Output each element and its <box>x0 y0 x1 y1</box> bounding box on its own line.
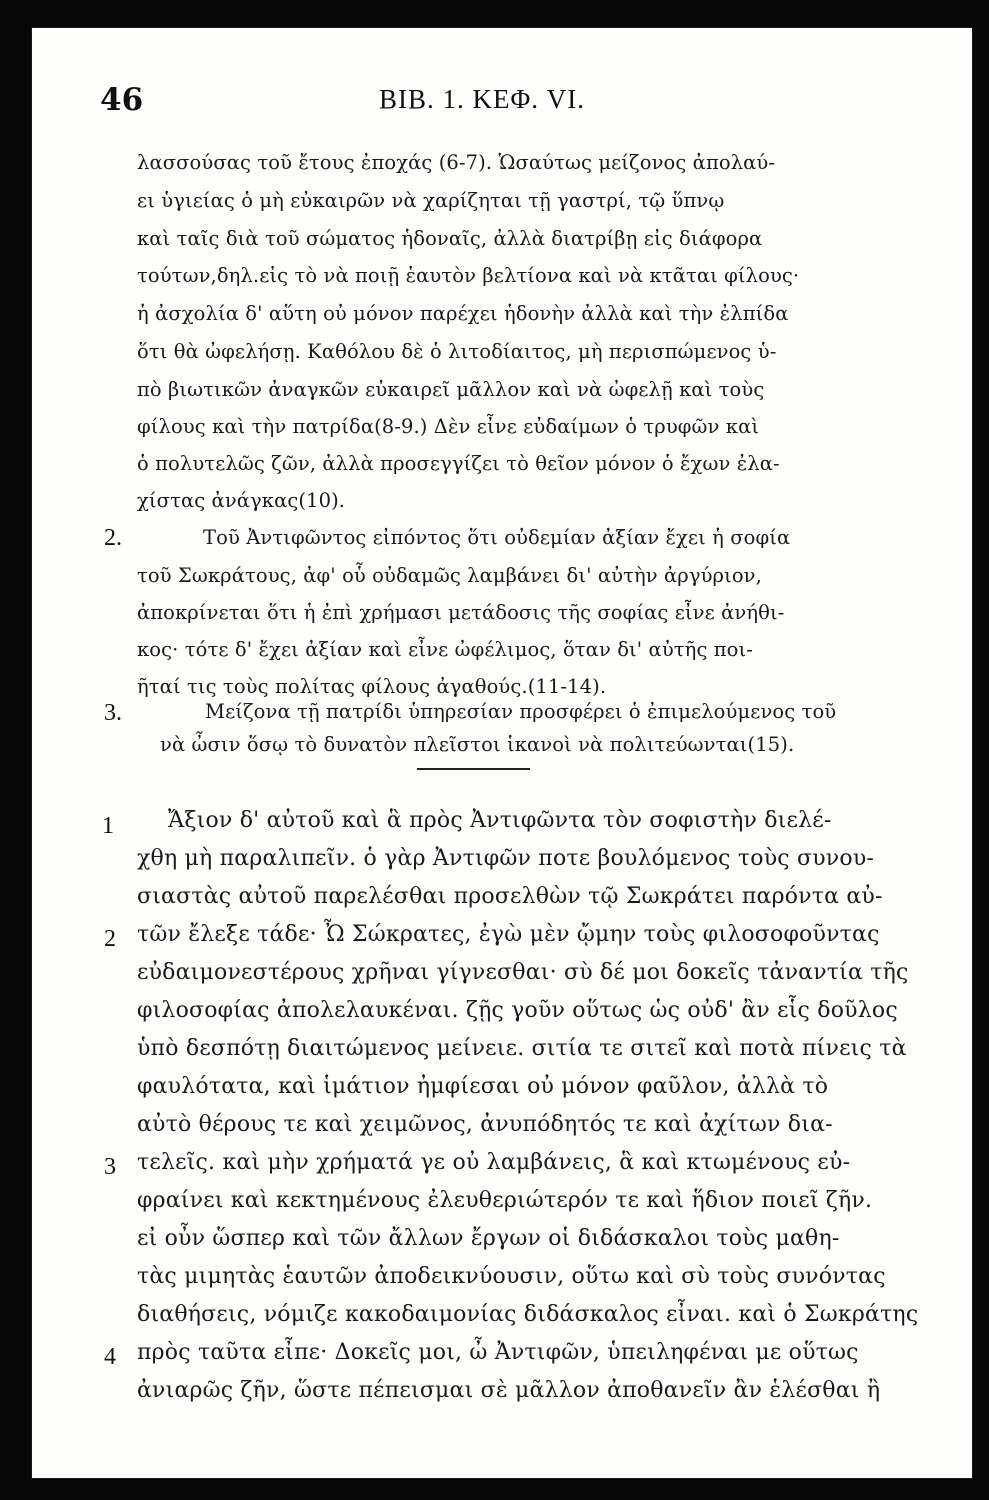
section-marker: 3. <box>104 700 122 726</box>
main-line: χίστας ἀνάγκας(10). <box>137 489 346 512</box>
note-line: Ἄξιον δ' αὐτοῦ καὶ ἃ πρὸς Ἀντιφῶντα τὸν σοφιστὴν διελέ- <box>168 808 832 833</box>
note-line: εὐδαιμονεστέρους χρῆναι γίγνεσθαι· σὺ δέ μοι δοκεῖς τἀναντία τῆς <box>137 960 909 985</box>
main-line: ἀποκρίνεται ὅτι ἡ ἐπὶ χρήμασι μετάδοσις τῆς σοφίας εἶνε ἀνήθι- <box>137 601 785 624</box>
main-line: κος· τότε δ' ἔχει ἀξίαν καὶ εἶνε ὠφέλιμος, ὅταν δι' αὐτῆς ποι- <box>137 638 753 661</box>
main-line: Τοῦ Ἀντιφῶντος εἰπόντος ὅτι οὐδεμίαν ἀξίαν ἔχει ἡ σοφία <box>203 526 791 549</box>
note-line: φιλοσοφίας ἀπολελαυκέναι. ζῇς γοῦν οὕτως ὡς οὐδ' ἂν εἷς δοῦλος <box>137 998 898 1023</box>
running-header: ΒΙΒ. 1. ΚΕΦ. VI. <box>379 84 585 114</box>
main-line: φίλους καὶ τὴν πατρίδα(8-9.) Δὲν εἶνε εὐδαίμων ὁ τρυφῶν καὶ <box>137 415 760 438</box>
note-line: διαθήσεις, νόμιζε κακοδαιμονίας διδάσκαλος εἶναι. καὶ ὁ Σωκράτης <box>137 1302 919 1327</box>
separator-rule <box>417 768 530 770</box>
main-line: τούτων,δηλ.εἰς τὸ νὰ ποιῇ ἑαυτὸν βελτίονα καὶ νὰ κτᾶται φίλους· <box>137 264 800 287</box>
main-line: τοῦ Σωκράτους, ἀφ' οὗ οὐδαμῶς λαμβάνει δι' αὐτὴν ἀργύριον, <box>137 564 762 587</box>
note-line: τὰς μιμητὰς ἑαυτῶν ἀποδεικνύουσιν, οὕτω καὶ σὺ τοὺς συνόντας <box>137 1264 886 1289</box>
note-marker: 4 <box>104 1344 116 1370</box>
page-number: 46 <box>100 82 144 118</box>
main-line: πὸ βιωτικῶν ἀναγκῶν εὐκαιρεῖ μᾶλλον καὶ νὰ ὠφελῇ καὶ τοὺς <box>137 378 765 401</box>
note-line: τελεῖς. καὶ μὴν χρήματά γε οὐ λαμβάνεις, ἃ καὶ κτωμένους εὐ- <box>137 1150 851 1175</box>
main-line: ἡ ἀσχολία δ' αὕτη οὐ μόνον παρέχει ἡδονὴν ἀλλὰ καὶ τὴν ἐλπίδα <box>137 302 789 325</box>
note-line: τῶν ἔλεξε τάδε· Ὦ Σώκρατες, ἐγὼ μὲν ᾤμην τοὺς φιλοσοφοῦντας <box>137 922 880 947</box>
note-line: αὐτὸ θέρους τε καὶ χειμῶνος, ἀνυπόδητός τε καὶ ἀχίτων δια- <box>137 1112 833 1137</box>
note-line: ἀνιαρῶς ζῆν, ὥστε πέπεισμαι σὲ μᾶλλον ἀποθανεῖν ἂν ἑλέσθαι ἢ <box>137 1378 881 1403</box>
main-line: ὅτι θὰ ὠφελήσῃ. Καθόλου δὲ ὁ λιτοδίαιτος, μὴ περισπώμενος ὑ- <box>137 340 777 363</box>
note-marker: 3 <box>104 1154 116 1180</box>
note-line: φραίνει καὶ κεκτημένους ἐλευθεριώτερόν τε καὶ ἥδιον ποιεῖ ζῆν. <box>137 1188 873 1213</box>
main-line: καὶ ταῖς διὰ τοῦ σώματος ἡδοναῖς, ἀλλὰ διατρίβῃ εἰς διάφορα <box>137 227 763 250</box>
section-marker: 2. <box>104 525 122 551</box>
main-line: Μείζονα τῇ πατρίδι ὑπηρεσίαν προσφέρει ὁ ἐπιμελούμενος τοῦ <box>205 700 837 723</box>
note-marker: 2 <box>104 926 116 952</box>
main-line: νὰ ὦσιν ὅσῳ τὸ δυνατὸν πλεῖστοι ἱκανοὶ νὰ πολιτεύωνται(15). <box>160 733 795 756</box>
note-line: πρὸς ταῦτα εἶπε· Δοκεῖς μοι, ὦ Ἀντιφῶν, ὑπειληφέναι με οὕτως <box>137 1340 859 1365</box>
main-line: ῆταί τις τοὺς πολίτας φίλους ἀγαθούς.(11-14). <box>137 675 607 698</box>
note-line: χθη μὴ παραλιπεῖν. ὁ γὰρ Ἀντιφῶν ποτε βουλόμενος τοὺς συνου- <box>137 846 875 871</box>
note-marker: 1 <box>102 813 114 839</box>
main-line: ὁ πολυτελῶς ζῶν, ἀλλὰ προσεγγίζει τὸ θεῖον μόνον ὁ ἔχων ἐλα- <box>137 452 780 475</box>
main-line: λασσούσας τοῦ ἔτους ἐποχάς (6-7). Ὡσαύτως μείζονος ἀπολαύ- <box>137 151 776 174</box>
note-line: ὑπὸ δεσπότῃ διαιτώμενος μείνειε. σιτία τε σιτεῖ καὶ ποτὰ πίνεις τὰ <box>137 1036 907 1061</box>
note-line: εἰ οὖν ὥσπερ καὶ τῶν ἄλλων ἔργων οἱ διδάσκαλοι τοὺς μαθη- <box>137 1226 840 1251</box>
main-line: ει ὑγιείας ὁ μὴ εὐκαιρῶν νὰ χαρίζηται τῇ γαστρί, τῷ ὕπνῳ <box>137 189 725 212</box>
note-line: φαυλότατα, καὶ ἱμάτιον ἠμφίεσαι οὐ μόνον φαῦλον, ἀλλὰ τὸ <box>137 1074 829 1099</box>
note-line: σιαστὰς αὐτοῦ παρελέσθαι προσελθὼν τῷ Σωκράτει παρόντα αὐ- <box>137 884 883 909</box>
